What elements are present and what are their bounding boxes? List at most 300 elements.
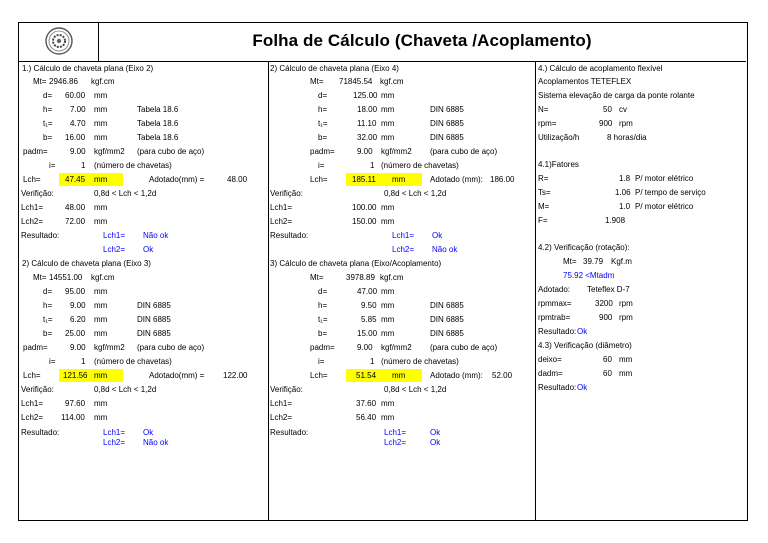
- i-value: 1: [81, 357, 86, 366]
- i-label: i=: [49, 161, 56, 170]
- dadm-row: [535, 367, 746, 380]
- r-note: P/ motor elétrico: [635, 174, 694, 183]
- b-row: [19, 327, 268, 340]
- n-label: N=: [538, 105, 549, 114]
- dadm-unit: mm: [619, 369, 633, 378]
- rpm-unit: rpm: [619, 119, 633, 128]
- p-note: (para cubo de aço): [430, 147, 498, 156]
- b-unit: mm: [381, 329, 395, 338]
- verif-row: [19, 187, 268, 200]
- n-row: [535, 103, 746, 116]
- lch2-unit: mm: [94, 413, 108, 422]
- lch2-value: 114.00: [61, 413, 85, 422]
- i-note: (número de chavetas): [94, 357, 172, 366]
- verif-row: [268, 383, 535, 396]
- lch-label: Lch=: [23, 371, 41, 380]
- i-value: 1: [370, 161, 375, 170]
- adotado-row: [535, 283, 746, 296]
- deixo-value: 60: [603, 355, 612, 364]
- h-row: [268, 103, 535, 116]
- rpm-value: 900: [599, 119, 613, 128]
- dadm-value: 60: [603, 369, 612, 378]
- res1-label: Lch1=: [384, 428, 407, 437]
- h-row: [19, 103, 268, 116]
- lch2-row: [19, 411, 268, 424]
- res1-value: Não ok: [143, 231, 169, 240]
- d-value: 60.00: [65, 91, 86, 100]
- heading: 2) Cálculo de chaveta plana (Eixo 3): [22, 259, 151, 268]
- logo-cell: [19, 23, 99, 61]
- b-value: 16.00: [65, 133, 86, 142]
- t-value: 6.20: [70, 315, 86, 324]
- section-heading: [535, 241, 746, 254]
- d-value: 125.00: [353, 91, 378, 100]
- m-value: 1.0: [619, 202, 631, 211]
- m-note: P/ motor elétrico: [635, 202, 694, 211]
- p-value: 9.00: [70, 147, 86, 156]
- lch-unit: mm: [392, 371, 406, 380]
- lch-value: 185.11: [352, 175, 376, 184]
- lch1-label: Lch1=: [21, 203, 44, 212]
- mt-row: [19, 271, 268, 284]
- b-row: [19, 131, 268, 144]
- res2-value: Ok: [430, 438, 441, 447]
- rpmtrab-row: [535, 311, 746, 324]
- rpmtrab-value: 900: [599, 313, 613, 322]
- mt-label: Mt=: [563, 257, 577, 266]
- result-row-2: [268, 243, 535, 256]
- mt-label: Mt=: [310, 77, 324, 86]
- mt-value: 3978.89: [346, 273, 375, 282]
- heading: 4.) Cálculo de acoplamento flexível: [538, 64, 663, 73]
- d-label: d=: [318, 91, 328, 100]
- lch-unit: mm: [94, 371, 108, 380]
- section-heading: [19, 257, 268, 270]
- adot-label: Adotado:: [538, 285, 571, 294]
- ts-note: P/ tempo de serviço: [635, 188, 706, 197]
- lch1-unit: mm: [94, 203, 108, 212]
- lch1-label: Lch1=: [21, 399, 44, 408]
- mt-label: Mt=: [33, 273, 47, 282]
- p-label: padm=: [310, 343, 335, 352]
- lch1-unit: mm: [381, 399, 395, 408]
- lch-row: [268, 173, 535, 186]
- padm-row: [19, 341, 268, 354]
- ver-text: 0,8d < Lch < 1,2d: [94, 189, 157, 198]
- text-line: [535, 75, 746, 88]
- t-unit: mm: [381, 119, 395, 128]
- m-row: [535, 200, 746, 213]
- res2-label: Resultado:: [538, 383, 577, 392]
- t-value: 4.70: [70, 119, 86, 128]
- adot-label: Adotado(mm) =: [149, 175, 205, 184]
- adot-label: Adotado(mm) =: [149, 371, 205, 380]
- i-note: (número de chavetas): [94, 161, 172, 170]
- result-row: [535, 381, 746, 394]
- i-label: i=: [49, 357, 56, 366]
- section-heading: [535, 158, 746, 171]
- h-label: h=: [43, 301, 53, 310]
- res2-value: Não ok: [143, 438, 169, 447]
- i-note: (número de chavetas): [381, 161, 459, 170]
- d-row: [19, 89, 268, 102]
- mt-unit: kgf.cm: [380, 77, 404, 86]
- d-unit: mm: [94, 91, 108, 100]
- b-unit: mm: [94, 329, 108, 338]
- t-unit: mm: [381, 315, 395, 324]
- lch2-value: 72.00: [65, 217, 86, 226]
- mt-unit: kgf.cm: [91, 77, 115, 86]
- r-label: R=: [538, 174, 549, 183]
- h-ref: DIN 6885: [430, 301, 464, 310]
- mt-value: 71845.54: [339, 77, 373, 86]
- d-label: d=: [43, 287, 53, 296]
- t-label: t₁=: [318, 315, 328, 324]
- t-label: t₁=: [43, 315, 53, 324]
- ts-row: [535, 186, 746, 199]
- i-value: 1: [370, 357, 375, 366]
- res-label: Resultado:: [270, 428, 309, 437]
- lch2-row: [268, 215, 535, 228]
- p-note: (para cubo de aço): [137, 147, 205, 156]
- util-value: 8 horas/dia: [607, 133, 647, 142]
- t-unit: mm: [94, 315, 108, 324]
- t-row: [19, 117, 268, 130]
- line1: Acoplamentos TETEFLEX: [538, 77, 632, 86]
- i-row: [19, 355, 268, 368]
- lch1-value: 37.60: [356, 399, 377, 408]
- p-value: 9.00: [357, 343, 373, 352]
- res-label: Resultado:: [270, 231, 309, 240]
- page-title: Folha de Cálculo (Chaveta /Acoplamento): [252, 31, 592, 50]
- lch1-label: Lch1=: [270, 203, 293, 212]
- h-row: [19, 299, 268, 312]
- util-label: Utilização/h: [538, 133, 580, 142]
- lch1-label: Lch1=: [270, 399, 293, 408]
- heading: 1.) Cálculo de chaveta plana (Eixo 2): [22, 64, 154, 73]
- deixo-unit: mm: [619, 355, 633, 364]
- p-unit: kgf/mm2: [381, 343, 412, 352]
- r-row: [535, 172, 746, 185]
- mt-value: 39.79: [583, 257, 604, 266]
- ver-diam: 4.3) Verificação (diâmetro): [538, 341, 632, 350]
- t-ref: DIN 6885: [430, 315, 464, 324]
- b-value: 32.00: [357, 133, 378, 142]
- section-heading: [535, 339, 746, 352]
- verif-row: [19, 383, 268, 396]
- deixo-row: [535, 353, 746, 366]
- lch1-unit: mm: [381, 203, 395, 212]
- b-row: [268, 327, 535, 340]
- p-note: (para cubo de aço): [430, 343, 498, 352]
- i-label: i=: [318, 357, 325, 366]
- lch1-row: [268, 397, 535, 410]
- lch-value: 51.54: [356, 371, 377, 380]
- rpmmax-label: rpmmax=: [538, 299, 572, 308]
- util-row: [535, 131, 746, 144]
- p-unit: kgf/mm2: [381, 147, 412, 156]
- calc-sheet: [18, 22, 748, 521]
- h-ref: DIN 6885: [137, 301, 171, 310]
- result-row-2: [268, 436, 535, 449]
- mt-unit: kgf.cm: [91, 273, 115, 282]
- mt-row: [535, 255, 746, 268]
- h-unit: mm: [94, 301, 108, 310]
- ts-value: 1.06: [615, 188, 631, 197]
- ver-rot: 4.2) Verificação (rotação):: [538, 243, 630, 252]
- res2-value: Ok: [577, 383, 588, 392]
- lch2-label: Lch2=: [270, 413, 293, 422]
- p-unit: kgf/mm2: [94, 343, 125, 352]
- p-value: 9.00: [70, 343, 86, 352]
- mt-label: Mt=: [33, 77, 47, 86]
- lch-label: Lch=: [310, 175, 328, 184]
- p-value: 9.00: [357, 147, 373, 156]
- lch1-row: [19, 397, 268, 410]
- p-label: padm=: [310, 147, 335, 156]
- p-unit: kgf/mm2: [94, 147, 125, 156]
- lch-row: [19, 369, 268, 382]
- n-value: 50: [603, 105, 612, 114]
- fatores: 4.1)Fatores: [538, 160, 579, 169]
- ver-label: Verifição:: [270, 189, 303, 198]
- ver-text: 0,8d < Lch < 1,2d: [384, 385, 447, 394]
- i-row: [19, 159, 268, 172]
- padm-row: [268, 341, 535, 354]
- b-ref: DIN 6885: [137, 329, 171, 338]
- h-ref: DIN 6885: [430, 105, 464, 114]
- column-eixo-4-acopl: [268, 61, 536, 520]
- b-ref: DIN 6885: [430, 329, 464, 338]
- d-value: 47.00: [357, 287, 378, 296]
- result-row-2: [19, 243, 268, 256]
- lch2-row: [268, 411, 535, 424]
- ver-label: Verifição:: [21, 385, 54, 394]
- ver-label: Verifição:: [270, 385, 303, 394]
- res2-value: Ok: [143, 245, 154, 254]
- heading: 3) Cálculo de chaveta plana (Eixo/Acoplamento): [270, 259, 442, 268]
- res1-label: Lch1=: [103, 428, 126, 437]
- mt-value: 14551.00: [49, 273, 83, 282]
- t-row: [19, 313, 268, 326]
- lch-value: 47.45: [65, 175, 86, 184]
- gear-seal-icon: [45, 27, 73, 55]
- res-label: Resultado:: [21, 428, 60, 437]
- res2-label: Lch2=: [103, 438, 126, 447]
- lch2-label: Lch2=: [270, 217, 293, 226]
- rpmtrab-unit: rpm: [619, 313, 633, 322]
- mt-row: [268, 75, 535, 88]
- res1-label: Lch1=: [103, 231, 126, 240]
- d-label: d=: [318, 287, 328, 296]
- lch1-value: 48.00: [65, 203, 86, 212]
- result-row-2: [19, 436, 268, 449]
- b-ref: Tabela 18.6: [137, 133, 179, 142]
- t-label: t₁=: [43, 119, 53, 128]
- section-heading: [268, 62, 535, 75]
- t-unit: mm: [94, 119, 108, 128]
- h-label: h=: [318, 301, 328, 310]
- rpmtrab-label: rpmtrab=: [538, 313, 571, 322]
- rpm-label: rpm=: [538, 119, 557, 128]
- b-label: b=: [43, 133, 53, 142]
- h-value: 7.00: [70, 105, 86, 114]
- adot-value: 122.00: [223, 371, 248, 380]
- mt-label: Mt=: [310, 273, 324, 282]
- mtadm-row: [535, 269, 746, 282]
- lch-label: Lch=: [310, 371, 328, 380]
- h-unit: mm: [381, 301, 395, 310]
- adot-value: 186.00: [490, 175, 515, 184]
- mt-unit: Kgf.m: [611, 257, 632, 266]
- r-value: 1.8: [619, 174, 631, 183]
- adot-value: 48.00: [227, 175, 248, 184]
- lch2-label: Lch2=: [21, 413, 44, 422]
- res2-value: Não ok: [432, 245, 458, 254]
- ver-text: 0,8d < Lch < 1,2d: [94, 385, 157, 394]
- ts-label: Ts=: [538, 188, 551, 197]
- adot-value: Teteflex D-7: [587, 285, 630, 294]
- d-unit: mm: [94, 287, 108, 296]
- b-label: b=: [318, 133, 328, 142]
- t-ref: Tabela 18.6: [137, 119, 179, 128]
- h-value: 18.00: [357, 105, 378, 114]
- verif-row: [268, 187, 535, 200]
- b-ref: DIN 6885: [430, 133, 464, 142]
- mt-value: 2946.86: [49, 77, 78, 86]
- dadm-label: dadm=: [538, 369, 563, 378]
- res1-label: Lch1=: [392, 231, 415, 240]
- lch2-value: 150.00: [352, 217, 377, 226]
- ver-label: Verifição:: [21, 189, 54, 198]
- mtadm-text: 75.92 <Mtadm: [563, 271, 615, 280]
- t-ref: DIN 6885: [430, 119, 464, 128]
- t-label: t₁=: [318, 119, 328, 128]
- f-value: 1.908: [605, 216, 626, 225]
- d-unit: mm: [381, 287, 395, 296]
- padm-row: [268, 145, 535, 158]
- lch2-label: Lch2=: [21, 217, 44, 226]
- h-row: [268, 299, 535, 312]
- mt-unit: kgf.cm: [380, 273, 404, 282]
- result-row-1: [268, 229, 535, 242]
- b-unit: mm: [381, 133, 395, 142]
- h-label: h=: [43, 105, 53, 114]
- h-value: 9.50: [361, 301, 377, 310]
- p-label: padm=: [23, 147, 48, 156]
- f-label: F=: [538, 216, 548, 225]
- d-value: 95.00: [65, 287, 86, 296]
- padm-row: [19, 145, 268, 158]
- section-heading: [268, 257, 535, 270]
- result-row-1: [19, 229, 268, 242]
- b-row: [268, 131, 535, 144]
- p-note: (para cubo de aço): [137, 343, 205, 352]
- res2-label: Lch2=: [392, 245, 415, 254]
- t-value: 5.85: [361, 315, 377, 324]
- lch2-unit: mm: [381, 217, 395, 226]
- sheet-header: [19, 23, 746, 62]
- lch2-row: [19, 215, 268, 228]
- rpmmax-row: [535, 297, 746, 310]
- mt-row: [19, 75, 268, 88]
- f-row: [535, 214, 746, 227]
- d-row: [268, 285, 535, 298]
- b-label: b=: [318, 329, 328, 338]
- i-label: i=: [318, 161, 325, 170]
- i-row: [268, 355, 535, 368]
- lch2-unit: mm: [381, 413, 395, 422]
- result-row: [535, 325, 746, 338]
- rpmmax-value: 3200: [595, 299, 613, 308]
- lch1-row: [19, 201, 268, 214]
- lch-row: [19, 173, 268, 186]
- b-label: b=: [43, 329, 53, 338]
- res1-value: Ok: [577, 327, 588, 336]
- d-label: d=: [43, 91, 53, 100]
- t-ref: DIN 6885: [137, 315, 171, 324]
- column-acoplamento: [535, 61, 746, 520]
- d-unit: mm: [381, 91, 395, 100]
- res2-label: Lch2=: [103, 245, 126, 254]
- section-heading: [19, 62, 268, 75]
- d-row: [268, 89, 535, 102]
- h-value: 9.00: [70, 301, 86, 310]
- lch1-value: 100.00: [352, 203, 377, 212]
- lch2-unit: mm: [94, 217, 108, 226]
- d-row: [19, 285, 268, 298]
- m-label: M=: [538, 202, 550, 211]
- res-label: Resultado:: [21, 231, 60, 240]
- n-unit: cv: [619, 105, 627, 114]
- i-row: [268, 159, 535, 172]
- text-line: [535, 89, 746, 102]
- t-value: 11.10: [357, 119, 377, 128]
- res2-label: Lch2=: [384, 438, 407, 447]
- column-eixo-2-3: [19, 61, 269, 520]
- adot-value: 52.00: [492, 371, 513, 380]
- lch-row: [268, 369, 535, 382]
- deixo-label: deixo=: [538, 355, 562, 364]
- lch2-value: 56.40: [356, 413, 377, 422]
- line2: Sistema elevação de carga da ponte rolante: [538, 91, 695, 100]
- b-value: 15.00: [357, 329, 378, 338]
- res1-value: Ok: [432, 231, 443, 240]
- lch1-row: [268, 201, 535, 214]
- h-unit: mm: [94, 105, 108, 114]
- heading: 2) Cálculo de chaveta plana (Eixo 4): [270, 64, 399, 73]
- section-heading: [535, 62, 746, 75]
- p-label: padm=: [23, 343, 48, 352]
- lch1-value: 97.60: [65, 399, 86, 408]
- i-note: (número de chavetas): [381, 357, 459, 366]
- lch-label: Lch=: [23, 175, 41, 184]
- rpmmax-unit: rpm: [619, 299, 633, 308]
- rpm-row: [535, 117, 746, 130]
- b-unit: mm: [94, 133, 108, 142]
- lch1-unit: mm: [94, 399, 108, 408]
- res1-value: Ok: [143, 428, 154, 437]
- res1-label: Resultado:: [538, 327, 577, 336]
- adot-label: Adotado (mm):: [430, 175, 483, 184]
- mt-row: [268, 271, 535, 284]
- ver-text: 0,8d < Lch < 1,2d: [384, 189, 447, 198]
- t-row: [268, 117, 535, 130]
- t-row: [268, 313, 535, 326]
- lch-unit: mm: [392, 175, 406, 184]
- res1-value: Ok: [430, 428, 441, 437]
- lch-unit: mm: [94, 175, 108, 184]
